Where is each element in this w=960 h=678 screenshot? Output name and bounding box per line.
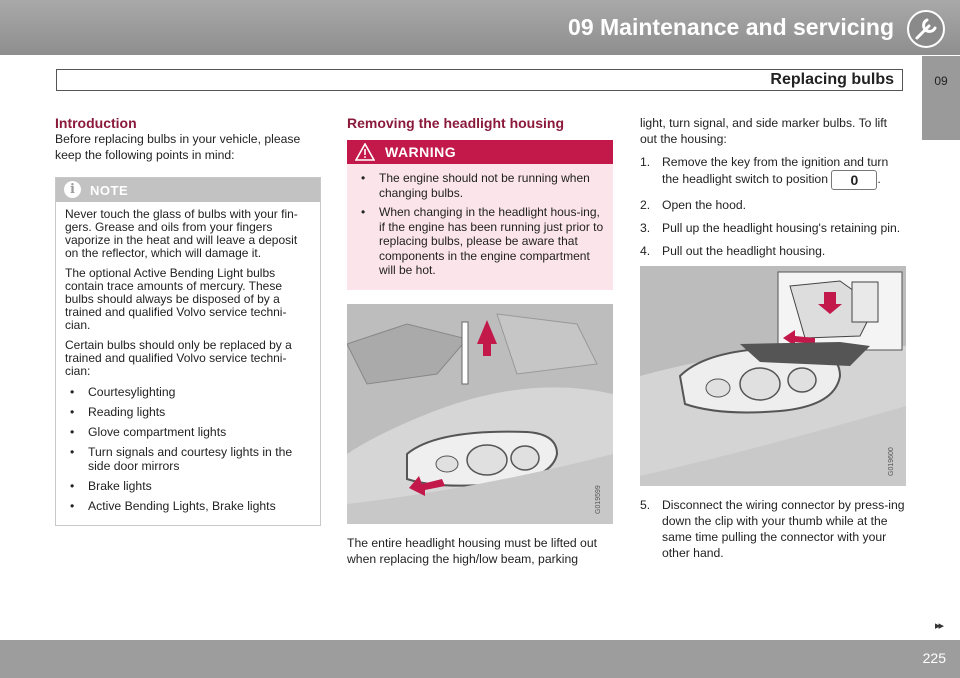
headlight-figure	[347, 304, 613, 524]
warning-label: WARNING	[385, 144, 457, 160]
connector-illustration	[640, 266, 906, 486]
introduction-text: Before replacing bulbs in your vehicle, please keep the following points in mind:	[55, 132, 301, 162]
step-item: 3. Pull up the headlight housing's retaining pin.	[640, 221, 901, 235]
steps-list-continued	[640, 497, 906, 561]
chapter-side-tab[interactable]	[922, 56, 960, 140]
connector-figure	[640, 266, 906, 486]
list-item: • Courtesylighting	[65, 385, 311, 399]
warning-header	[347, 140, 613, 164]
warning-bullet-list	[356, 171, 604, 278]
list-item: • The engine should not be running when changing bulbs.	[356, 171, 604, 200]
figure-code: G019599	[595, 484, 602, 514]
figure-code: G019600	[888, 447, 895, 476]
note-bullet-list	[65, 385, 311, 513]
step-item: 2. Open the hood.	[640, 198, 747, 212]
switch-position-key: 0	[831, 170, 877, 190]
list-item: • Glove compartment lights	[65, 425, 311, 439]
list-item: • Turn signals and courtesy lights in the side door mirrors	[65, 445, 311, 473]
step-item: 4. Pull out the headlight housing.	[640, 244, 826, 258]
info-icon: i	[64, 181, 81, 198]
column-steps	[640, 115, 906, 568]
steps-intro: light, turn signal, and side marker bulbs. To lift out the housing:	[640, 116, 888, 146]
steps-list	[640, 154, 906, 259]
note-box	[55, 177, 321, 526]
introduction-heading: Introduction	[55, 115, 137, 131]
warning-box	[347, 140, 613, 290]
note-paragraph: Never touch the glass of bulbs with your fin-gers. Grease and oils from your fingers vaporize in the heat and will leave a deposit on the reflector, which will damage it.	[65, 207, 298, 260]
figure-caption: The entire headlight housing must be lifted out when replacing the high/low beam, parking	[347, 535, 598, 566]
column-removing-housing	[347, 115, 613, 567]
step-item: 5. Disconnect the wiring connector by press-ing down the clip with your thumb while at the same time pulling the connector with your other hand.	[640, 498, 905, 560]
section-header	[56, 69, 903, 91]
list-item: • Reading lights	[65, 405, 311, 419]
note-header	[56, 178, 320, 202]
step-item: 1. Remove the key from the ignition and turn the headlight switch to position 0 .	[640, 155, 889, 188]
chapter-title: 09 Maintenance and servicing	[568, 14, 894, 40]
section-title: Replacing bulbs	[770, 71, 894, 88]
side-tab-label: 09	[934, 74, 948, 88]
note-paragraph: Certain bulbs should only be replaced by a trained and qualified Volvo service techni-cian:	[65, 338, 292, 378]
page-number: 225	[922, 650, 946, 666]
list-item: • When changing in the headlight hous-ing, if the engine has been running just prior to replacing bulbs, please be aware that components in the engine compartment will be hot.	[356, 205, 604, 278]
next-page-arrows[interactable]: ▸▸	[934, 620, 942, 632]
list-item: • Active Bending Lights, Brake lights	[65, 499, 311, 513]
footer-bar	[0, 640, 960, 678]
column-introduction	[55, 115, 321, 526]
chapter-header-bar	[0, 0, 960, 55]
headlight-illustration	[347, 304, 613, 524]
note-label: NOTE	[90, 183, 129, 198]
list-item: • Brake lights	[65, 479, 311, 493]
warning-triangle-icon	[355, 143, 375, 161]
removing-housing-heading: Removing the headlight housing	[347, 115, 564, 131]
wrench-icon	[905, 8, 947, 50]
note-paragraph: The optional Active Bending Light bulbs contain trace amounts of mercury. These bulbs should always be disposed of by a trained and qualified Volvo service techni-cian.	[65, 266, 287, 332]
